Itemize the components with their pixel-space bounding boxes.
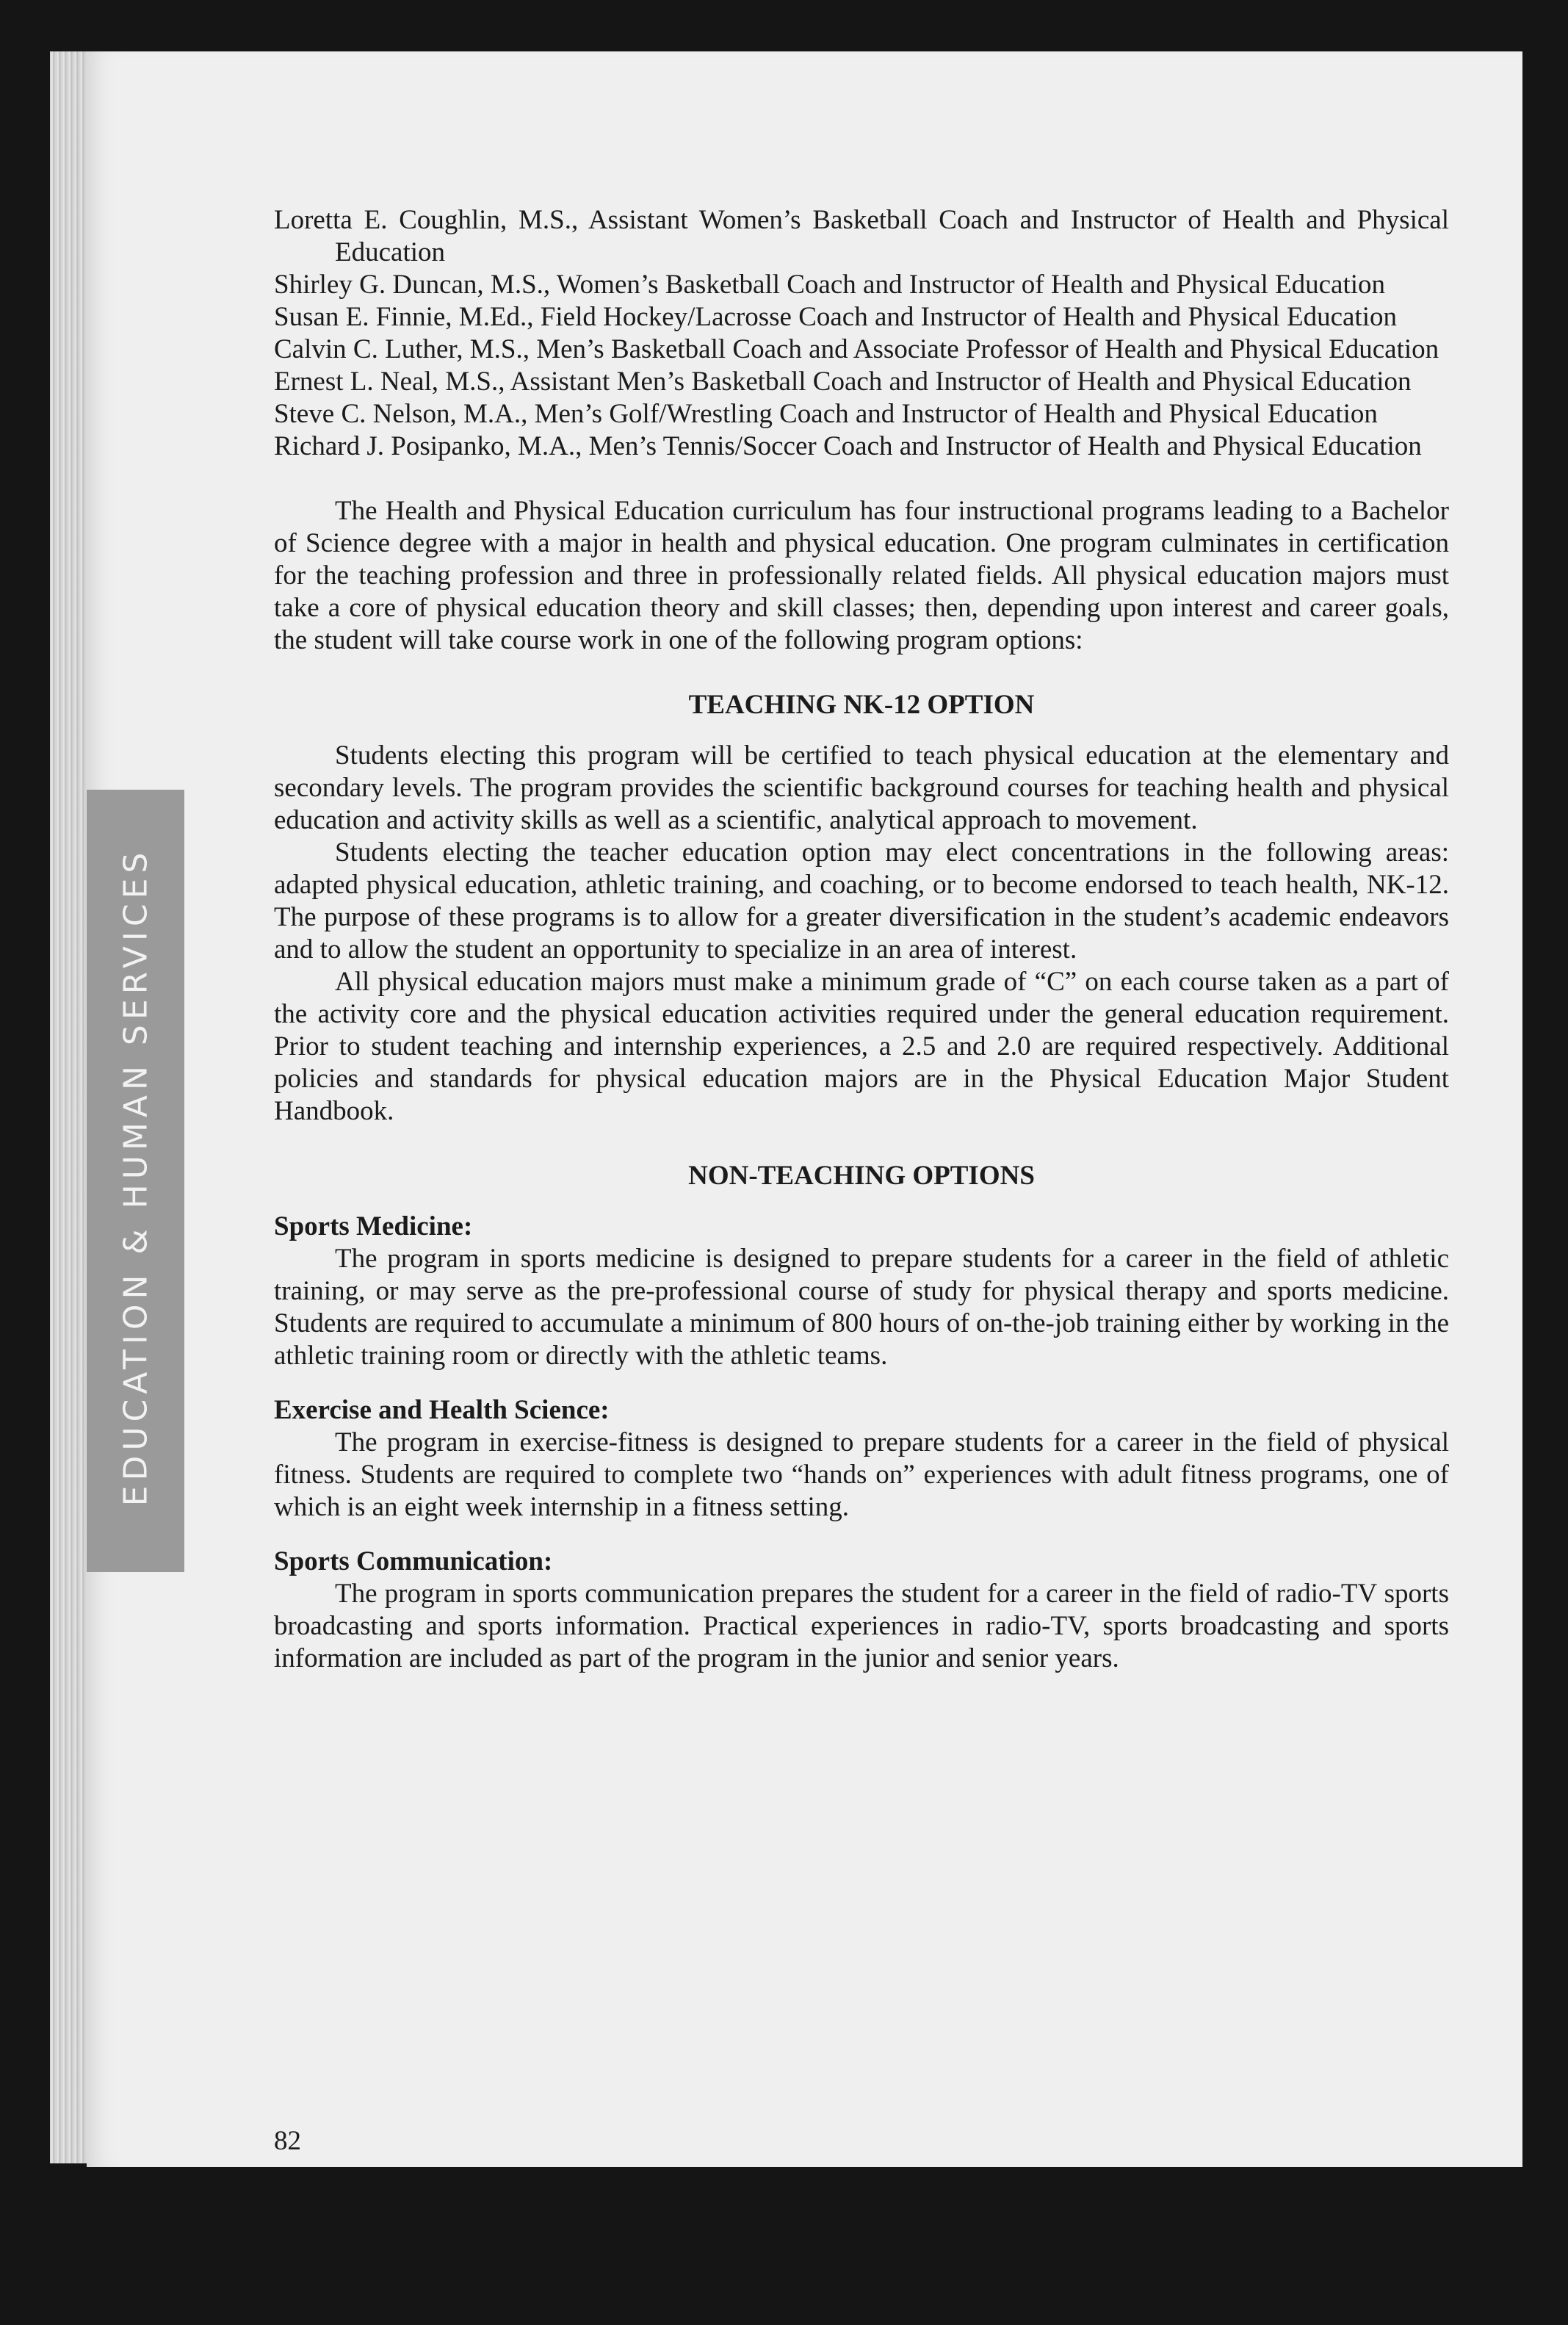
side-tab-label: EDUCATION & HUMAN SERVICES (117, 847, 155, 1507)
sports-communication-title: Sports Communication: (274, 1546, 553, 1576)
curriculum-intro-block (274, 495, 1449, 657)
staff-entry: Richard J. Posipanko, M.A., Men’s Tennis/Soccer Coach and Instructor of Health and Physical Education (274, 431, 1422, 461)
staff-entry: Susan E. Finnie, M.Ed., Field Hockey/Lacrosse Coach and Instructor of Health and Physical Education (274, 302, 1397, 332)
staff-list (274, 204, 1449, 463)
teaching-option-heading: TEACHING NK-12 OPTION (688, 690, 1035, 720)
sports-medicine-title: Sports Medicine: (274, 1211, 473, 1241)
staff-entry: Ernest L. Neal, M.S., Assistant Men’s Basketball Coach and Instructor of Health and Physical Education (274, 367, 1412, 397)
staff-entry: Loretta E. Coughlin, M.S., Assistant Women’s Basketball Coach and Instructor of Health and Physical Education (274, 205, 1449, 267)
exercise-text: The program in exercise-fitness is designed to prepare students for a career in the field of physical fitness. Students are required to complete two “hands on” experiences with adult fitness programs, one of which is an eight week internship in a fitness setting. (274, 1427, 1449, 1522)
page-content (274, 204, 1449, 1675)
staff-entry: Steve C. Nelson, M.A., Men’s Golf/Wrestling Coach and Instructor of Health and Physical Education (274, 399, 1378, 429)
teaching-paragraph: Students electing this program will be certified to teach physical education at the elementary and secondary levels. The program provides the scientific background courses for teaching health and physical education and activity skills as well as a scientific, analytical approach to movement. (274, 740, 1449, 835)
curriculum-intro: The Health and Physical Education curriculum has four instructional programs leading to a Bachelor of Science degree with a major in health and physical education. One program culminates in certification for the teaching profession and three in professionally related fields. All physical education majors must take a core of physical education theory and skill classes; then, depending upon interest and career goals, the student will take course work in one of the following program options: (274, 496, 1449, 655)
sports-medicine-text: The program in sports medicine is designed to prepare students for a career in the field of athletic training, or may serve as the pre-professional course of study for physical therapy and sports medicine. Students are required to accumulate a minimum of 800 hours of on-the-job training either by working in the athletic training room or directly with the athletic teams. (274, 1244, 1449, 1371)
exercise-title: Exercise and Health Science: (274, 1395, 610, 1425)
staff-entry: Shirley G. Duncan, M.S., Women’s Basketball Coach and Instructor of Health and Physical Education (274, 270, 1386, 300)
sports-communication-text: The program in sports communication prepares the student for a career in the field of radio-TV sports broadcasting and sports information. Practical experiences in radio-TV, sports broadcasting and sports information are included as part of the program in the junior and senior years. (274, 1579, 1449, 1673)
teaching-paragraph: Students electing the teacher education option may elect concentrations in the following areas: adapted physical education, athletic training, and coaching, or to become endorsed to teach health, NK-12. The purpose of these programs is to allow for a greater diversification in the student’s academic endeavors and to allow the student an opportunity to specialize in an area of interest. (274, 837, 1449, 965)
non-teaching-heading: NON-TEACHING OPTIONS (688, 1161, 1035, 1191)
staff-entry: Calvin C. Luther, M.S., Men’s Basketball Coach and Associate Professor of Health and Physical Education (274, 334, 1439, 364)
page-number: 82 (274, 2126, 301, 2156)
teaching-paragraph: All physical education majors must make a minimum grade of “C” on each course taken as a part of the activity core and the physical education activities required under the general education requirement. Prior to student teaching and internship experiences, a 2.5 and 2.0 are required respectively. Additional policies and standards for physical education majors are in the Physical Education Major Student Handbook. (274, 967, 1449, 1126)
